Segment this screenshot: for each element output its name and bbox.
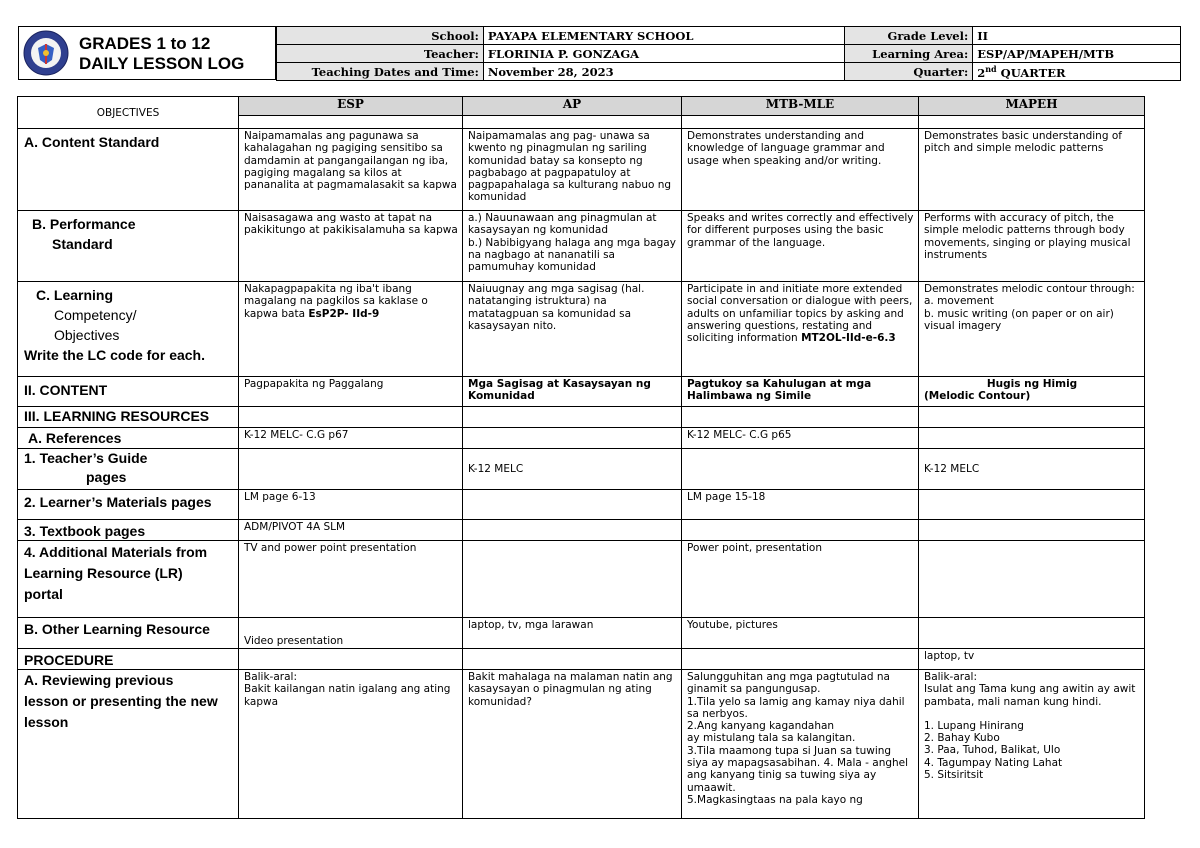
ap-cell: Naiuugnay ang mga sagisag (hal. natatanging istruktura) na matatagpuan sa komunidad sa kasaysayan nito. [463, 282, 682, 377]
mapeh-cell [919, 490, 1145, 520]
esp-cell [239, 282, 463, 377]
ap-cell: Mga Sagisag at Kasaysayan ng Komunidad [463, 377, 682, 407]
mtb-cell: Youtube, pictures [682, 618, 919, 649]
teachers-guide-label [18, 449, 239, 490]
other-resources-label: B. Other Learning Resource [18, 618, 239, 649]
esp-text: Nakapagpapakita ng iba't ibang magalang na pagkilos sa kaklase o kapwa bata [244, 283, 428, 320]
references-row [18, 428, 1145, 449]
quarter-suffix: nd [985, 63, 997, 74]
esp-cell: Video presentation [239, 618, 463, 649]
mtb-cell [682, 520, 919, 541]
label-line: Competency/ [54, 307, 137, 323]
mapeh-line: Hugis ng Himig [986, 378, 1078, 390]
mapeh-song: 2. Bahay Kubo [924, 732, 1000, 745]
spacer-cell [682, 116, 919, 129]
content-standard-row [18, 129, 1145, 211]
procedure-label: PROCEDURE [18, 649, 239, 670]
ap-cell [463, 541, 682, 618]
esp-cell: Naisasagawa ang wasto at tapat na pakikitungo at pakikisalamuha sa kapwa [239, 211, 463, 282]
spacer-cell [239, 116, 463, 129]
esp-cell [239, 449, 463, 490]
mapeh-line: Isulat ang Tama kung ang awitin ay awit pambata, mali naman kung hindi. [924, 683, 1136, 708]
column-header-row [18, 97, 1145, 116]
mtb-cell [682, 649, 919, 670]
grade-level-value: II [973, 27, 1181, 45]
teachers-guide-row [18, 449, 1145, 490]
additional-materials-label [18, 541, 239, 618]
esp-header: ESP [239, 97, 463, 116]
mtb-cell: Demonstrates understanding and knowledge of language grammar and usage when speaking and/or writing. [682, 129, 919, 211]
additional-materials-row [18, 541, 1145, 618]
label-line: lesson or presenting the new [24, 693, 218, 709]
info-row [277, 63, 1181, 81]
esp-cell: TV and power point presentation [239, 541, 463, 618]
label-line: Write the LC code for each. [24, 347, 205, 363]
mapeh-song: 3. Paa, Tuhod, Balikat, Ulo [924, 744, 1061, 757]
lesson-log-table [17, 96, 1145, 819]
label-line: B. Performance [32, 216, 136, 232]
ap-cell: Naipamamalas ang pag- unawa sa kwento ng pinagmulan ng sariling komunidad batay sa konsepto ng pagbabago at pagpapatuloy at pagpapahalaga sa kulturang nabuo ng komunidad [463, 129, 682, 211]
mapeh-cell [919, 282, 1145, 377]
mapeh-song: 4. Tagumpay Nating Lahat [924, 756, 1063, 769]
quarter-word: QUARTER [1000, 65, 1066, 80]
info-table [276, 26, 1181, 81]
ap-header: AP [463, 97, 682, 116]
ap-cell [463, 428, 682, 449]
mapeh-gap [924, 708, 1140, 720]
reviewing-label [18, 670, 239, 819]
learning-resources-row [18, 407, 1145, 428]
mapeh-line: (Melodic Contour) [924, 390, 1031, 403]
mapeh-cell [919, 541, 1145, 618]
ap-cell [463, 649, 682, 670]
mapeh-cell: laptop, tv [919, 649, 1145, 670]
learning-resources-label: III. LEARNING RESOURCES [18, 407, 239, 428]
esp-cell: Naipamamalas ang pagunawa sa kahalagahan ng pagiging sensitibo sa damdamin at pangangailangan ng iba, pagiging magalang sa kilos at pananalita at pagmamalasakit sa kapwa [239, 129, 463, 211]
references-label: A. References [18, 428, 239, 449]
school-value: PAYAPA ELEMENTARY SCHOOL [483, 27, 844, 45]
mapeh-item: visual imagery [924, 319, 1002, 332]
ap-cell [463, 407, 682, 428]
mapeh-song: 5. Sitsiritsit [924, 769, 984, 782]
other-resources-row [18, 618, 1145, 649]
learning-area-value: ESP/AP/MAPEH/MTB [973, 45, 1181, 63]
mapeh-header: MAPEH [919, 97, 1145, 116]
mapeh-item: a. movement [924, 295, 994, 308]
mapeh-cell: K-12 MELC [919, 449, 1145, 490]
mapeh-cell [919, 520, 1145, 541]
label-line: Objectives [54, 327, 120, 343]
esp-cell [239, 407, 463, 428]
mtb-cell [682, 407, 919, 428]
mtb-cell: Power point, presentation [682, 541, 919, 618]
dates-value: November 28, 2023 [483, 63, 844, 81]
label-line: A. Reviewing previous [24, 672, 174, 688]
ap-cell: laptop, tv, mga larawan [463, 618, 682, 649]
objectives-header: OBJECTIVES [18, 97, 239, 129]
mapeh-intro: Demonstrates melodic contour through: [924, 283, 1135, 295]
learning-competency-label [18, 282, 239, 377]
mapeh-cell: Performs with accuracy of pitch, the simple melodic patterns through body movements, singing or playing musical instruments [919, 211, 1145, 282]
reviewing-row [18, 670, 1145, 819]
mtb-code: MT2OL-IId-e-6.3 [801, 332, 896, 345]
spacer-cell [919, 116, 1145, 129]
grade-level-label: Grade Level: [845, 27, 973, 45]
dates-label: Teaching Dates and Time: [277, 63, 484, 81]
label-line: portal [24, 586, 63, 602]
mtb-cell [682, 449, 919, 490]
mapeh-cell [919, 407, 1145, 428]
ap-cell [463, 211, 682, 282]
mapeh-cell [919, 670, 1145, 819]
ap-cell [463, 520, 682, 541]
teacher-value: FLORINIA P. GONZAGA [483, 45, 844, 63]
label-line: 4. Additional Materials from [24, 544, 208, 560]
esp-code: EsP2P- IId-9 [308, 307, 380, 320]
ap-cell: Bakit mahalaga na malaman natin ang kasaysayan o pinagmulan ng ating komunidad? [463, 670, 682, 819]
info-row [277, 45, 1181, 63]
deped-seal-icon [23, 30, 69, 76]
mapeh-cell [919, 377, 1145, 407]
textbook-label: 3. Textbook pages [18, 520, 239, 541]
mtb-intro: Salungguhitan ang mga pagtutulad na ginamit sa pangungusap. [687, 671, 890, 696]
ap-item-a: a.) Nauunawaan ang pinagmulan at kasaysayan ng komunidad [468, 212, 657, 237]
learners-materials-label: 2. Learner’s Materials pages [18, 490, 239, 520]
mapeh-cell [919, 618, 1145, 649]
esp-cell: K-12 MELC- C.G p67 [239, 428, 463, 449]
mtb-item: 5.Magkasingtaas na pala kayo ng [687, 793, 863, 806]
content-standard-label: A. Content Standard [18, 129, 239, 211]
mapeh-song: 1. Lupang Hinirang [924, 719, 1024, 732]
learners-materials-row [18, 490, 1145, 520]
mapeh-line: Balik-aral: [924, 671, 977, 683]
label-line: C. Learning [36, 287, 114, 303]
label-line: Learning Resource (LR) [24, 565, 183, 581]
ap-cell: K-12 MELC [463, 449, 682, 490]
esp-line: Balik-aral: [244, 671, 297, 683]
learning-competency-row [18, 282, 1145, 377]
title-line-2: DAILY LESSON LOG [79, 54, 245, 73]
mtb-text: Participate in and initiate more extended social conversation or dialogue with peers, adults on unfamiliar topics by asking and answering questions, restating and soliciting information [687, 283, 913, 345]
mtb-cell [682, 670, 919, 819]
mtb-header: MTB-MLE [682, 97, 919, 116]
mtb-cell: K-12 MELC- C.G p65 [682, 428, 919, 449]
teacher-label: Teacher: [277, 45, 484, 63]
content-row [18, 377, 1145, 407]
esp-cell [239, 649, 463, 670]
textbook-row [18, 520, 1145, 541]
mtb-item: ay mistulang tala sa kalangitan. [687, 732, 856, 745]
title-box [18, 26, 276, 80]
mtb-cell: Speaks and writes correctly and effectively for different purposes using the basic grammar of the language. [682, 211, 919, 282]
title-line-1: GRADES 1 to 12 [79, 34, 211, 53]
procedure-row [18, 649, 1145, 670]
mtb-cell: LM page 15-18 [682, 490, 919, 520]
esp-cell: ADM/PIVOT 4A SLM [239, 520, 463, 541]
label-line: lesson [24, 714, 69, 730]
label-line: pages [86, 469, 127, 485]
mtb-item: 2.Ang kanyang kagandahan [687, 720, 835, 733]
mtb-cell [682, 282, 919, 377]
mapeh-item: b. music writing (on paper or on air) [924, 307, 1114, 320]
esp-cell: Pagpapakita ng Paggalang [239, 377, 463, 407]
quarter-number: 2 [977, 65, 986, 80]
performance-standard-row [18, 211, 1145, 282]
esp-line: Bakit kailangan natin igalang ang ating kapwa [244, 683, 451, 708]
label-line: Standard [52, 236, 113, 252]
school-label: School: [277, 27, 484, 45]
performance-standard-label [18, 211, 239, 282]
esp-cell: LM page 6-13 [239, 490, 463, 520]
info-row [277, 27, 1181, 45]
label-line: 1. Teacher’s Guide [24, 450, 148, 466]
mtb-item: 1.Tila yelo sa lamig ang kamay niya dahil sa nerbyos. [687, 695, 905, 720]
content-label: II. CONTENT [18, 377, 239, 407]
mapeh-cell [919, 428, 1145, 449]
learning-area-label: Learning Area: [845, 45, 973, 63]
quarter-label: Quarter: [845, 63, 973, 81]
quarter-value [973, 63, 1181, 81]
spacer-cell [463, 116, 682, 129]
ap-cell [463, 490, 682, 520]
esp-cell [239, 670, 463, 819]
mtb-item: 3.Tila maamong tupa si Juan sa tuwing siya ay mapagsasabihan. 4. Mala - anghel ang kanyang tinig sa tuwing siya ay umaawit. [687, 744, 909, 794]
ap-item-b: b.) Nabibigyang halaga ang mga bagay na nagbago at nananatili sa pamumuhay komunidad [468, 236, 676, 274]
mapeh-cell: Demonstrates basic understanding of pitch and simple melodic patterns [919, 129, 1145, 211]
mtb-cell: Pagtukoy sa Kahulugan at mga Halimbawa ng Simile [682, 377, 919, 407]
